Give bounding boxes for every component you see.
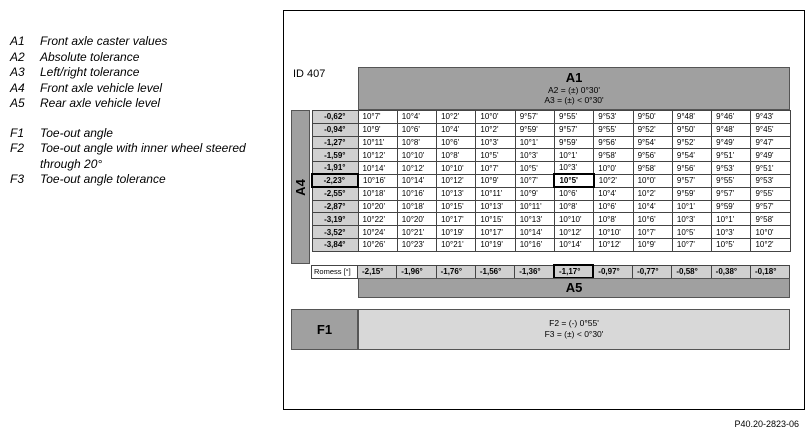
caster-value-cell: 9°48' bbox=[712, 123, 751, 136]
table-row bbox=[312, 174, 790, 187]
caster-value-cell: 9°58' bbox=[594, 149, 633, 162]
caster-value-cell: 9°55' bbox=[594, 123, 633, 136]
caster-value-cell: 10°18' bbox=[358, 187, 397, 200]
caster-value-cell: 10°11' bbox=[358, 136, 397, 149]
caster-value-cell: 10°4' bbox=[633, 200, 672, 213]
table-id: ID 407 bbox=[293, 68, 326, 80]
caster-value-cell: 10°6' bbox=[397, 123, 436, 136]
caster-value-cell: 10°12' bbox=[554, 226, 593, 239]
legend-text: Front axle caster values bbox=[40, 34, 168, 48]
caster-value-cell: 10°7' bbox=[633, 226, 672, 239]
front-level-cell: -2,55° bbox=[312, 187, 358, 200]
rear-level-cell: -1,36° bbox=[515, 265, 554, 278]
caster-value-cell: 10°1' bbox=[554, 149, 593, 162]
caster-value-cell: 10°4' bbox=[437, 123, 476, 136]
legend-key: A3 bbox=[10, 65, 25, 79]
caster-value-cell: 10°10' bbox=[594, 226, 633, 239]
front-level-cell: -1,91° bbox=[312, 162, 358, 175]
caster-value-cell: 10°3' bbox=[476, 136, 515, 149]
caster-value-cell: 10°6' bbox=[437, 136, 476, 149]
f3-line: F3 = (±) < 0°30' bbox=[544, 329, 604, 339]
caster-value-cell: 10°14' bbox=[397, 174, 436, 187]
caster-value-cell: 10°17' bbox=[476, 226, 515, 239]
caster-value-cell: 9°57' bbox=[712, 187, 751, 200]
caster-value-cell: 10°14' bbox=[515, 226, 554, 239]
caster-value-cell: 10°5' bbox=[712, 238, 751, 251]
caster-value-cell: 10°24' bbox=[358, 226, 397, 239]
caster-value-cell: 10°5' bbox=[554, 174, 593, 187]
caster-value-cell: 10°10' bbox=[397, 149, 436, 162]
rear-level-cell: -1,76° bbox=[436, 265, 475, 278]
caster-table bbox=[311, 110, 791, 252]
caster-value-cell: 10°2' bbox=[476, 123, 515, 136]
caster-value-cell: 9°49' bbox=[712, 136, 751, 149]
caster-value-cell: 9°56' bbox=[672, 162, 711, 175]
caster-value-cell: 9°57' bbox=[554, 123, 593, 136]
caster-value-cell: 10°1' bbox=[515, 136, 554, 149]
caster-value-cell: 9°50' bbox=[633, 111, 672, 124]
legend-group-1 bbox=[10, 34, 270, 112]
legend-spacer bbox=[10, 112, 270, 126]
reference-code: P40.20-2823-06 bbox=[734, 419, 799, 429]
caster-value-cell: 10°3' bbox=[515, 149, 554, 162]
caster-value-cell: 10°6' bbox=[554, 187, 593, 200]
legend-key: F3 bbox=[10, 172, 25, 186]
caster-value-cell: 10°17' bbox=[437, 213, 476, 226]
caster-value-cell: 9°52' bbox=[672, 136, 711, 149]
caster-value-cell: 9°52' bbox=[633, 123, 672, 136]
caster-value-cell: 9°57' bbox=[751, 200, 790, 213]
table-row bbox=[312, 213, 790, 226]
caster-value-cell: 9°50' bbox=[672, 123, 711, 136]
rear-level-cell: -1,17° bbox=[554, 265, 593, 278]
a5-footer: A5 bbox=[358, 278, 790, 298]
caster-value-cell: 10°9' bbox=[358, 123, 397, 136]
f2-line: F2 = (-) 0°55' bbox=[549, 318, 599, 328]
caster-value-cell: 9°57' bbox=[672, 174, 711, 187]
caster-value-cell: 9°57' bbox=[515, 111, 554, 124]
caster-value-cell: 10°0' bbox=[633, 174, 672, 187]
caster-value-cell: 10°11' bbox=[476, 187, 515, 200]
front-level-cell: -1,59° bbox=[312, 149, 358, 162]
legend-key: A2 bbox=[10, 49, 25, 64]
a2-tolerance: A2 = (±) 0°30' bbox=[548, 85, 600, 95]
caster-value-cell: 10°2' bbox=[751, 238, 790, 251]
caster-value-cell: 10°1' bbox=[712, 213, 751, 226]
caster-value-cell: 10°5' bbox=[476, 149, 515, 162]
caster-value-cell: 10°7' bbox=[672, 238, 711, 251]
legend-key: A4 bbox=[10, 80, 25, 95]
caster-value-cell: 9°54' bbox=[672, 149, 711, 162]
legend-key: F1 bbox=[10, 125, 25, 140]
caster-value-cell: 9°56' bbox=[633, 149, 672, 162]
table-row bbox=[312, 238, 790, 251]
legend-item bbox=[10, 34, 270, 50]
front-level-cell: -1,27° bbox=[312, 136, 358, 149]
rear-level-cell: -1,56° bbox=[475, 265, 514, 278]
caster-value-cell: 10°22' bbox=[358, 213, 397, 226]
caster-value-cell: 10°12' bbox=[594, 238, 633, 251]
caster-value-cell: 10°13' bbox=[476, 200, 515, 213]
caster-value-cell: 10°0' bbox=[594, 162, 633, 175]
caster-value-cell: 10°15' bbox=[437, 200, 476, 213]
caster-value-cell: 10°15' bbox=[476, 213, 515, 226]
legend-item bbox=[10, 50, 270, 66]
caster-value-cell: 10°4' bbox=[397, 111, 436, 124]
caster-value-cell: 9°53' bbox=[594, 111, 633, 124]
caster-value-cell: 10°20' bbox=[397, 213, 436, 226]
toe-out-box bbox=[358, 309, 790, 350]
legend-text: Front axle vehicle level bbox=[40, 80, 163, 95]
legend-item bbox=[10, 172, 270, 188]
caster-value-cell: 10°12' bbox=[397, 162, 436, 175]
caster-value-cell: 9°58' bbox=[751, 213, 790, 226]
legend-item bbox=[10, 81, 270, 97]
caster-value-cell: 10°26' bbox=[358, 238, 397, 251]
caster-value-cell: 10°21' bbox=[437, 238, 476, 251]
caster-value-cell: 9°45' bbox=[751, 123, 790, 136]
caster-value-cell: 9°54' bbox=[633, 136, 672, 149]
legend-item bbox=[10, 126, 270, 142]
caster-value-cell: 9°59' bbox=[672, 187, 711, 200]
caster-value-cell: 10°5' bbox=[672, 226, 711, 239]
caster-value-cell: 10°2' bbox=[633, 187, 672, 200]
caster-value-cell: 9°51' bbox=[751, 162, 790, 175]
legend-item bbox=[10, 96, 270, 112]
rear-level-cell: -0,58° bbox=[672, 265, 711, 278]
caster-value-cell: 10°21' bbox=[397, 226, 436, 239]
caster-value-cell: 10°4' bbox=[594, 187, 633, 200]
rear-level-cell: -0,38° bbox=[711, 265, 750, 278]
rear-level-cell: -1,96° bbox=[397, 265, 436, 278]
caster-value-cell: 9°55' bbox=[712, 174, 751, 187]
romess-label: Romess [°] bbox=[312, 265, 358, 278]
rear-level-cell: -0,77° bbox=[633, 265, 672, 278]
caster-value-cell: 10°8' bbox=[594, 213, 633, 226]
caster-value-cell: 10°16' bbox=[358, 174, 397, 187]
table-row bbox=[312, 226, 790, 239]
rear-level-table bbox=[311, 264, 790, 279]
table-row bbox=[312, 162, 790, 175]
table-row bbox=[312, 123, 790, 136]
caster-value-cell: 10°7' bbox=[515, 174, 554, 187]
caster-value-cell: 10°9' bbox=[633, 238, 672, 251]
legend-key: A1 bbox=[10, 34, 25, 48]
caster-value-cell: 10°13' bbox=[515, 213, 554, 226]
front-level-cell: -2,87° bbox=[312, 200, 358, 213]
caster-value-cell: 10°9' bbox=[515, 187, 554, 200]
legend-text: Toe-out angle with inner wheel steered through 20° bbox=[40, 141, 246, 171]
caster-value-cell: 10°9' bbox=[476, 174, 515, 187]
caster-value-cell: 10°23' bbox=[397, 238, 436, 251]
table-row bbox=[312, 187, 790, 200]
caster-value-cell: 10°16' bbox=[397, 187, 436, 200]
caster-value-cell: 9°53' bbox=[712, 162, 751, 175]
caster-value-cell: 10°10' bbox=[554, 213, 593, 226]
front-level-cell: -2,23° bbox=[312, 174, 358, 187]
caster-value-cell: 9°55' bbox=[554, 111, 593, 124]
legend-key: A5 bbox=[10, 96, 25, 110]
legend-text: Rear axle vehicle level bbox=[40, 96, 161, 110]
rear-level-cell: -0,18° bbox=[750, 265, 789, 278]
front-level-cell: -3,19° bbox=[312, 213, 358, 226]
a1-title: A1 bbox=[565, 70, 583, 85]
a4-label bbox=[291, 110, 310, 264]
table-row bbox=[312, 200, 790, 213]
a3-tolerance: A3 = (±) < 0°30' bbox=[544, 95, 604, 105]
caster-value-cell: 9°56' bbox=[594, 136, 633, 149]
a4-text: A4 bbox=[293, 178, 308, 196]
caster-value-cell: 10°14' bbox=[358, 162, 397, 175]
caster-value-cell: 10°11' bbox=[515, 200, 554, 213]
caster-value-cell: 10°19' bbox=[476, 238, 515, 251]
table-row bbox=[312, 111, 790, 124]
table-row bbox=[312, 149, 790, 162]
caster-value-cell: 10°10' bbox=[437, 162, 476, 175]
caster-value-cell: 9°47' bbox=[751, 136, 790, 149]
caster-value-cell: 10°5' bbox=[515, 162, 554, 175]
caster-value-cell: 10°8' bbox=[437, 149, 476, 162]
rear-level-row bbox=[312, 265, 790, 278]
front-level-cell: -0,94° bbox=[312, 123, 358, 136]
caster-value-cell: 10°18' bbox=[397, 200, 436, 213]
caster-value-cell: 10°8' bbox=[397, 136, 436, 149]
legend-item bbox=[10, 65, 270, 81]
caster-value-cell: 10°3' bbox=[554, 162, 593, 175]
caster-value-cell: 10°6' bbox=[633, 213, 672, 226]
caster-value-cell: 9°51' bbox=[712, 149, 751, 162]
caster-value-cell: 9°48' bbox=[672, 111, 711, 124]
caster-value-cell: 9°58' bbox=[633, 162, 672, 175]
caster-value-cell: 10°12' bbox=[358, 149, 397, 162]
caster-value-cell: 10°1' bbox=[672, 200, 711, 213]
caster-value-cell: 10°7' bbox=[358, 111, 397, 124]
legend-item bbox=[10, 141, 270, 172]
caster-value-cell: 10°2' bbox=[437, 111, 476, 124]
caster-value-cell: 9°59' bbox=[712, 200, 751, 213]
legend-text: Toe-out angle bbox=[40, 125, 113, 140]
caster-value-cell: 10°12' bbox=[437, 174, 476, 187]
caster-value-cell: 10°6' bbox=[594, 200, 633, 213]
legend-key: F2 bbox=[10, 141, 25, 155]
rear-level-cell: -2,15° bbox=[358, 265, 397, 278]
caster-value-cell: 10°8' bbox=[554, 200, 593, 213]
legend-text: Left/right tolerance bbox=[40, 65, 140, 79]
table-row bbox=[312, 136, 790, 149]
caster-value-cell: 10°14' bbox=[554, 238, 593, 251]
caster-value-cell: 9°49' bbox=[751, 149, 790, 162]
caster-value-cell: 9°53' bbox=[751, 174, 790, 187]
legend bbox=[10, 34, 270, 188]
caster-value-cell: 10°20' bbox=[358, 200, 397, 213]
caster-value-cell: 10°3' bbox=[712, 226, 751, 239]
legend-text: Toe-out angle tolerance bbox=[40, 172, 166, 186]
caster-value-cell: 9°59' bbox=[554, 136, 593, 149]
caster-value-cell: 9°55' bbox=[751, 187, 790, 200]
a1-header bbox=[358, 67, 790, 110]
caster-value-cell: 10°3' bbox=[672, 213, 711, 226]
front-level-cell: -3,52° bbox=[312, 226, 358, 239]
f1-label: F1 bbox=[291, 309, 358, 350]
caster-value-cell: 10°0' bbox=[476, 111, 515, 124]
caster-value-cell: 10°7' bbox=[476, 162, 515, 175]
caster-value-cell: 10°16' bbox=[515, 238, 554, 251]
legend-text: Absolute tolerance bbox=[40, 49, 140, 64]
caster-value-cell: 9°46' bbox=[712, 111, 751, 124]
rear-level-cell: -0,97° bbox=[593, 265, 632, 278]
caster-value-cell: 9°43' bbox=[751, 111, 790, 124]
caster-value-cell: 10°2' bbox=[594, 174, 633, 187]
front-level-cell: -3,84° bbox=[312, 238, 358, 251]
caster-value-cell: 9°59' bbox=[515, 123, 554, 136]
front-level-cell: -0,62° bbox=[312, 111, 358, 124]
legend-group-2 bbox=[10, 126, 270, 188]
caster-value-cell: 10°19' bbox=[437, 226, 476, 239]
caster-value-cell: 10°0' bbox=[751, 226, 790, 239]
caster-value-cell: 10°13' bbox=[437, 187, 476, 200]
